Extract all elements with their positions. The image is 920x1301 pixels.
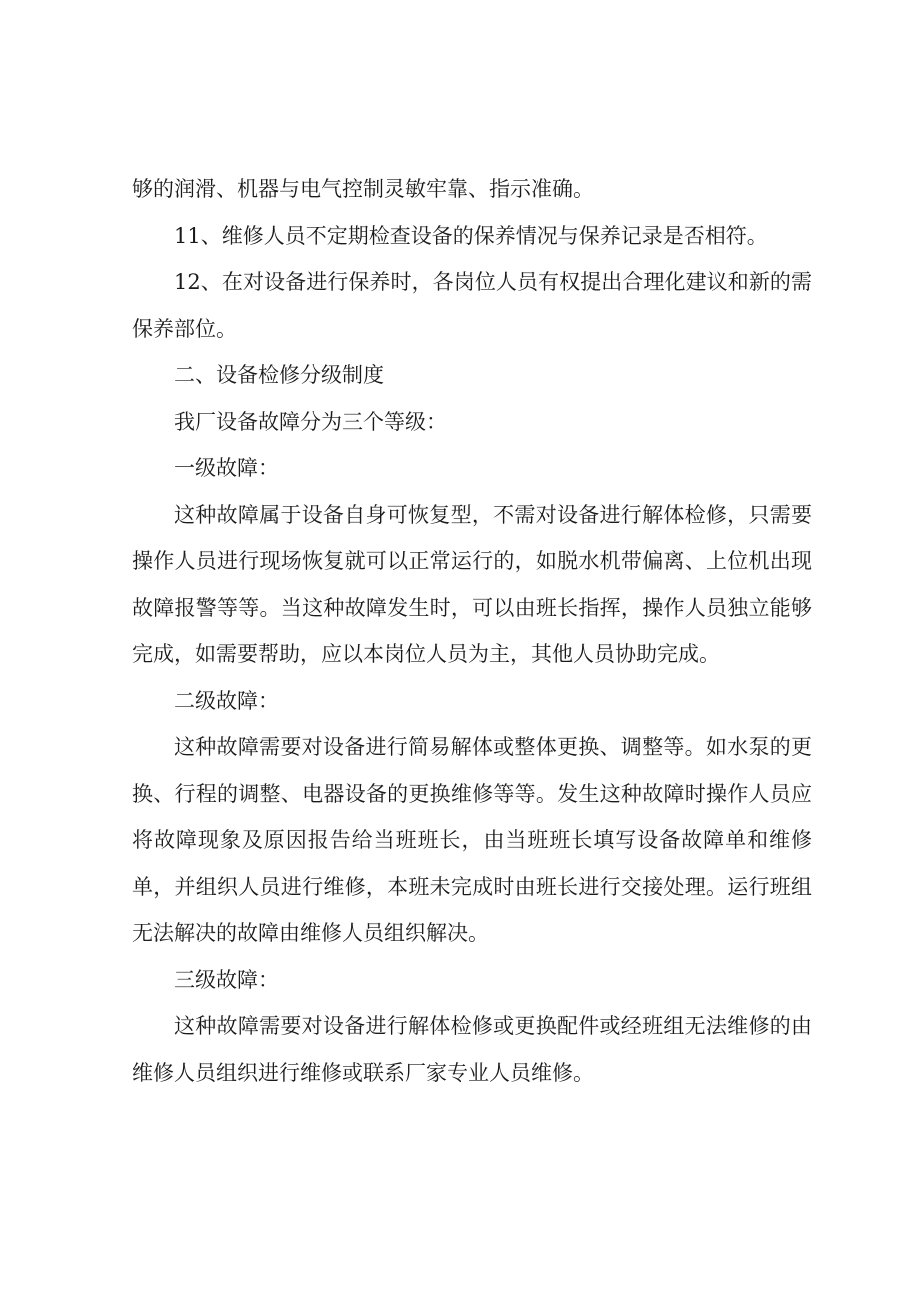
level-2-description: 这种故障需要对设备进行简易解体或整体更换、调整等。如水泵的更换、行程的调整、电器设备的更换维修等等。发生这种故障时操作人员应将故障现象及原因报告给当班班长，由当班班长填写设备故障单和维修单，并组织人员进行维修，本班未完成时由班长进行交接处理。运行班组无法解决的故障由维修人员组织解决。: [132, 735, 812, 945]
level-3-heading: 三级故障：: [174, 967, 279, 992]
level-1-description: 这种故障属于设备自身可恢复型，不需对设备进行解体检修，只需要操作人员进行现场恢复就可以正常运行的，如脱水机带偏离、上位机出现故障报警等等。当这种故障发生时，可以由班长指挥，操作人员独立能够完成，如需要帮助，应以本岗位人员为主，其他人员协助完成。: [132, 502, 812, 666]
level-1-heading: 一级故障：: [174, 456, 279, 480]
paragraph-intro: 我厂设备故障分为三个等级：: [174, 409, 447, 434]
paragraph-continuation: 够的润滑、机器与电气控制灵敏牢靠、指示准确。: [132, 177, 594, 201]
paragraph-item-12: 12、在对设备进行保养时，各岗位人员有权提出合理化建议和新的需保养部位。: [132, 270, 812, 341]
level-3-description: 这种故障需要对设备进行解体检修或更换配件或经班组无法维修的由维修人员组织进行维修或联系厂家专业人员维修。: [132, 1014, 812, 1085]
section-heading: 二、设备检修分级制度: [174, 363, 384, 387]
paragraph-item-11: 11、维修人员不定期检查设备的保养情况与保养记录是否相符。: [174, 223, 768, 248]
document-body: [132, 166, 812, 1096]
level-2-heading: 二级故障：: [174, 688, 279, 713]
